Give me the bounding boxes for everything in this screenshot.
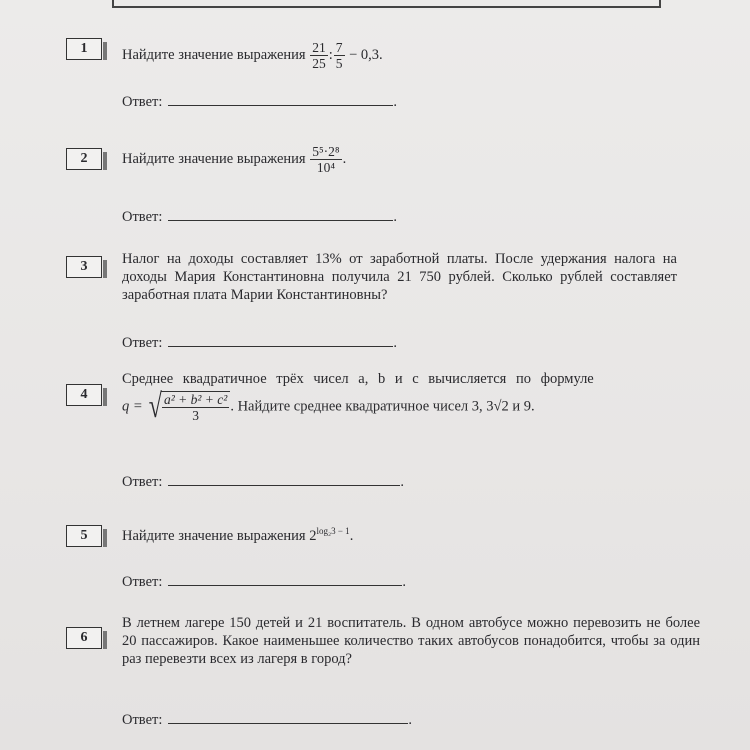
task-4-radicand	[161, 391, 230, 423]
task-2-answer: Ответ: .	[122, 209, 397, 225]
task-4-sqrt	[146, 390, 230, 424]
task-2-fraction	[310, 144, 341, 175]
task-1-fraction-1	[310, 40, 328, 71]
answer-label: Ответ:	[122, 474, 163, 490]
task-2-number: 2	[66, 148, 102, 170]
task-5-exponent: log₂3 − 1	[316, 526, 350, 536]
task-3-answer: Ответ: .	[122, 335, 397, 351]
task-4-formula-num: a² + b² + c²	[163, 392, 228, 407]
task-4-formula-den: 3	[192, 408, 200, 423]
task-4-text: Среднее квадратичное трёх чисел a, b и c вычисляется по формуле	[122, 371, 594, 387]
task-5-number: 5	[66, 525, 102, 547]
task-2-answer-field[interactable]	[168, 208, 393, 221]
task-2-den: 10⁴	[316, 160, 336, 175]
task-4-number: 4	[66, 384, 102, 406]
task-5-question	[122, 522, 682, 545]
task-1-number: 1	[66, 38, 102, 60]
task-1-frac1-num: 21	[312, 40, 326, 55]
task-5-answer-field[interactable]	[168, 573, 402, 586]
task-1-frac2-den: 5	[335, 56, 343, 71]
task-2-text: Найдите значение выражения	[122, 150, 306, 167]
task-5-text: Найдите значение выражения	[122, 527, 306, 544]
task-1-answer: Ответ: .	[122, 94, 397, 110]
answer-label: Ответ:	[122, 574, 163, 590]
sqrt-icon: √	[149, 388, 163, 425]
task-4-question	[122, 370, 682, 424]
task-6-answer-field[interactable]	[168, 711, 408, 724]
task-5-tail: .	[349, 527, 354, 544]
task-1-frac2-num: 7	[335, 40, 343, 55]
task-3-answer-field[interactable]	[168, 334, 393, 347]
task-4-answer: Ответ: .	[122, 474, 404, 490]
task-4-formula-lhs: q =	[122, 398, 143, 415]
task-3-question: Налог на доходы составляет 13% от заработной платы. После удержания налога на доходы Мария Константиновна получила 21 750 рублей. Сколько рублей составляет заработная плата Марии Константиновны?	[122, 251, 677, 303]
task-2-num: 5⁵·2⁸	[312, 144, 340, 159]
task-2-tail: .	[342, 150, 347, 167]
task-1-operator: :	[328, 46, 333, 63]
task-6-answer: Ответ: .	[122, 712, 412, 728]
task-1-question	[122, 40, 682, 71]
task-3-number: 3	[66, 256, 102, 278]
task-2-question	[122, 144, 682, 175]
answer-label: Ответ:	[122, 335, 163, 351]
answer-label: Ответ:	[122, 94, 163, 110]
header-frame	[112, 0, 661, 8]
task-1-frac1-den: 25	[312, 56, 326, 71]
answer-label: Ответ:	[122, 209, 163, 225]
task-1-fraction-2	[334, 40, 345, 71]
task-6-number: 6	[66, 627, 102, 649]
task-5-base: 2	[309, 527, 317, 544]
task-4-answer-field[interactable]	[168, 473, 400, 486]
task-4-formula-fraction	[162, 392, 229, 423]
task-4-text-2: . Найдите среднее квадратичное чисел 3, 3√2 и 9.	[230, 398, 535, 415]
task-4-formula-line	[122, 390, 682, 424]
task-1-text: Найдите значение выражения	[122, 46, 306, 63]
task-6-question: В летнем лагере 150 детей и 21 воспитатель. В одном автобусе можно перевозить не более 20 пассажиров. Какое наименьшее количество таких автобусов понадобится, чтобы за один раз перевезти всех из лагеря в город?	[122, 615, 700, 667]
task-5-answer: Ответ: .	[122, 574, 406, 590]
task-1-answer-field[interactable]	[168, 93, 393, 106]
answer-label: Ответ:	[122, 712, 163, 728]
task-1-tail: − 0,3.	[349, 46, 383, 63]
